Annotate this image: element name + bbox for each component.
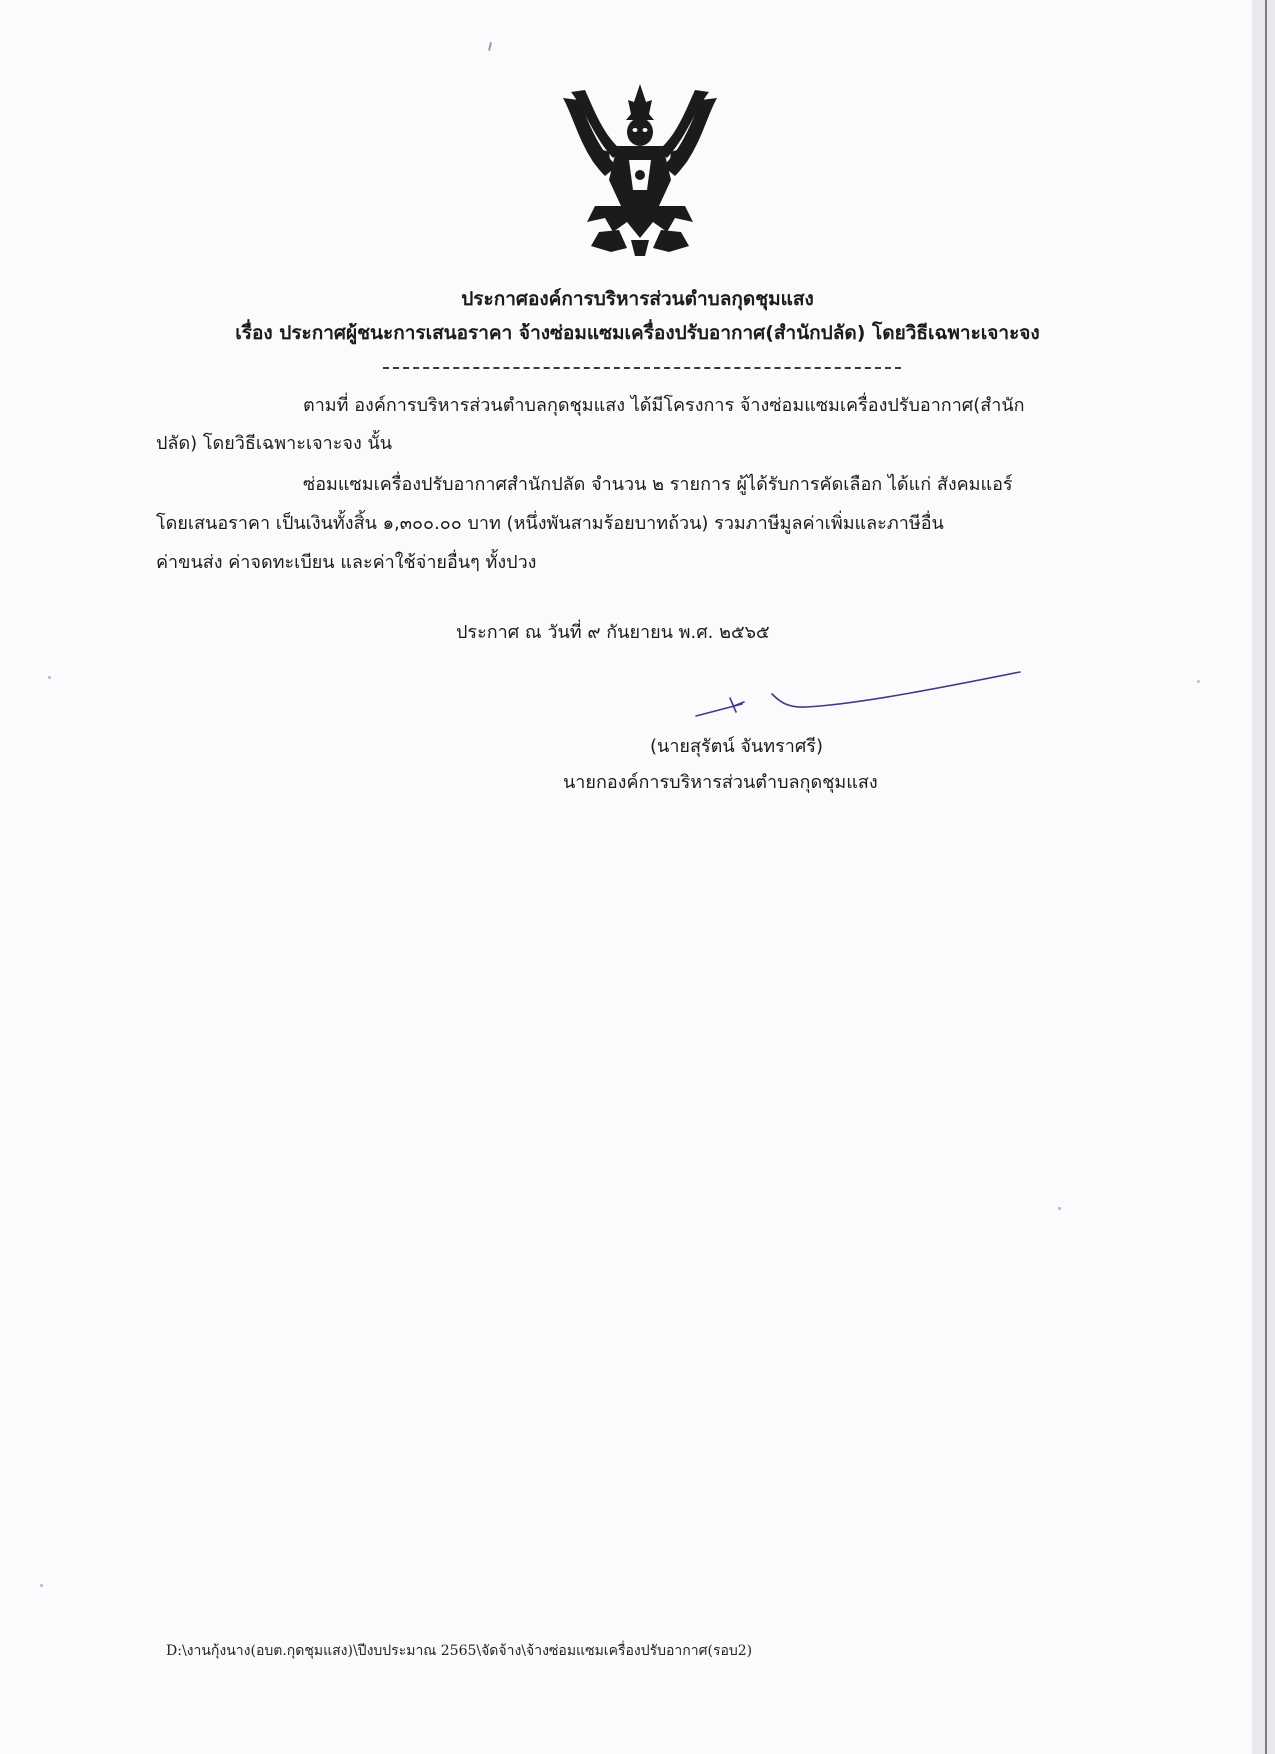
- paragraph-2-line-1: ซ่อมแซมเครื่องปรับอากาศสำนักปลัด จำนวน ๒ รายการ ผู้ได้รับการคัดเลือก ได้แก่ สังคมแอร์: [303, 474, 1013, 495]
- scan-edge-shadow: [1265, 0, 1267, 1754]
- announcement-title: ประกาศองค์การบริหารส่วนตำบลกุดชุมแสง: [461, 288, 814, 310]
- paragraph-1-line-1: ตามที่ องค์การบริหารส่วนตำบลกุดชุมแสง ได้มีโครงการ จ้างซ่อมแซมเครื่องปรับอากาศ(สำนัก: [303, 395, 1025, 416]
- announcement-subject: เรื่อง ประกาศผู้ชนะการเสนอราคา จ้างซ่อมแซมเครื่องปรับอากาศ(สำนักปลัด) โดยวิธีเฉพาะเจาะจง: [235, 322, 1040, 344]
- paragraph-2-line-2: โดยเสนอราคา เป็นเงินทั้งสิ้น ๑,๓๐๐.๐๐ บาท (หนึ่งพันสามร้อยบาทถ้วน) รวมภาษีมูลค่าเพิ่มและภาษีอื่น: [156, 513, 944, 534]
- scan-speck: [40, 1584, 43, 1587]
- handwritten-signature: [690, 660, 1030, 720]
- scan-edge: [1252, 0, 1275, 1754]
- paragraph-1-line-2: ปลัด) โดยวิธีเฉพาะเจาะจง นั้น: [156, 433, 393, 454]
- announcement-date: ประกาศ ณ วันที่ ๙ กันยายน พ.ศ. ๒๕๖๕: [456, 622, 770, 643]
- scan-speck: [48, 676, 51, 679]
- paragraph-2-line-3: ค่าขนส่ง ค่าจดทะเบียน และค่าใช้จ่ายอื่นๆ ทั้งปวง: [156, 552, 537, 573]
- file-path-footer: D:\งานกุ้งนาง(อบต.กุดชุมแสง)\ปีงบประมาณ 2565\จัดจ้าง\จ้างซ่อมแซมเครื่องปรับอากาศ(รอบ2): [166, 1643, 753, 1659]
- garuda-emblem-icon: [555, 80, 725, 256]
- signatory-position: นายกองค์การบริหารส่วนตำบลกุดชุมแสง: [563, 772, 878, 793]
- divider-line: [383, 367, 901, 369]
- scan-speck: [1197, 680, 1200, 683]
- scan-speck: [1058, 1207, 1061, 1210]
- signatory-name: (นายสุรัตน์ จันทราศรี): [650, 736, 823, 757]
- scan-speck: [488, 42, 492, 51]
